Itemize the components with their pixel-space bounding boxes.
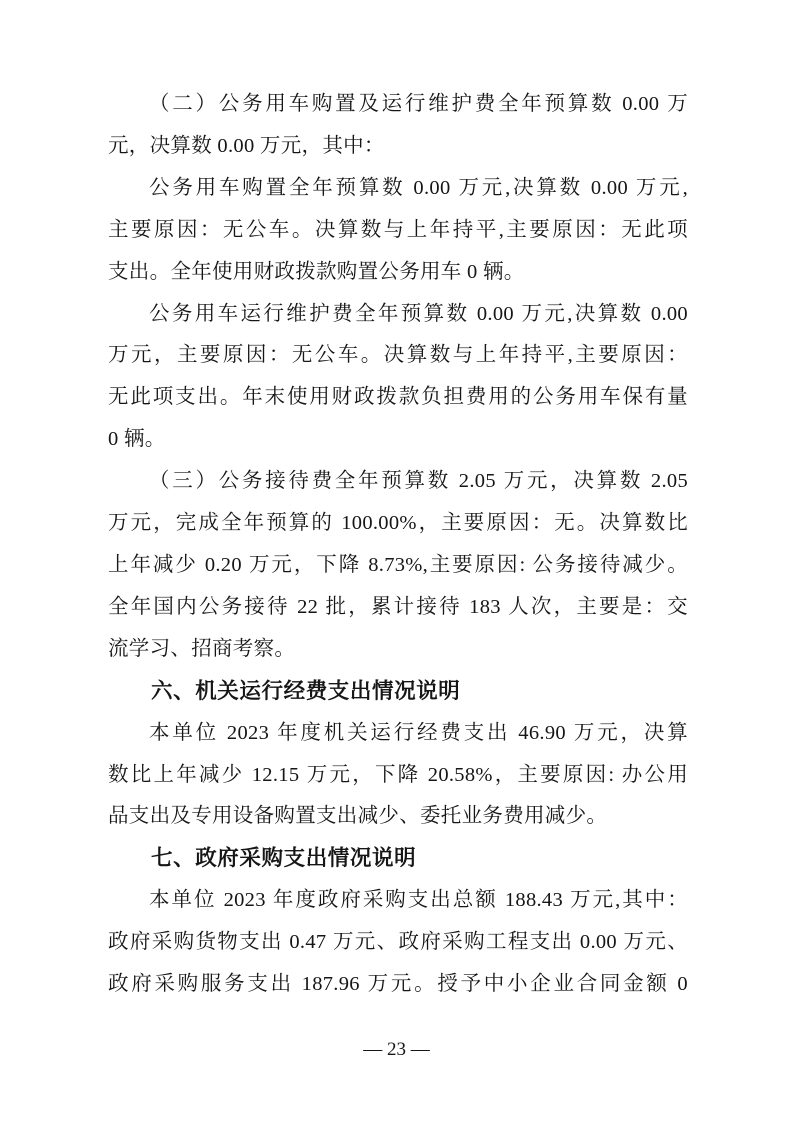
text-line: 数比上年减少 12.15 万元，下降 20.58%，主要原因: 办公用 bbox=[108, 763, 688, 786]
text-line: 万元，完成全年预算的 100.00%，主要原因：无。决算数比 bbox=[108, 512, 688, 535]
page-number: — 23 — bbox=[363, 1039, 430, 1060]
text-line: （二）公务用车购置及运行维护费全年预算数 0.00 万 bbox=[149, 93, 688, 115]
paragraph bbox=[108, 294, 688, 462]
text-line: 公务用车运行维护费全年预算数 0.00 万元,决算数 0.00 bbox=[149, 302, 688, 325]
text-line: 公务用车购置全年预算数 0.00 万元,决算数 0.00 万元, bbox=[149, 176, 688, 199]
paragraph bbox=[108, 168, 688, 294]
text-line: 六、机关运行经费支出情况说明 bbox=[151, 678, 461, 703]
section-heading bbox=[108, 838, 688, 880]
text-line: 无此项支出。年末使用财政拨款负担费用的公务用车保有量 bbox=[108, 386, 688, 409]
text-line: 上年减少 0.20 万元，下降 8.73%,主要原因: 公务接待减少。 bbox=[108, 553, 688, 576]
text-line: 政府采购服务支出 187.96 万元。授予中小企业合同金额 0 bbox=[108, 973, 688, 996]
paragraph bbox=[108, 880, 688, 1006]
paragraph bbox=[108, 713, 688, 839]
text-line: 主要原因：无公车。决算数与上年持平,主要原因：无此项 bbox=[108, 218, 688, 241]
paragraph bbox=[108, 461, 688, 671]
text-line: 万元，主要原因：无公车。决算数与上年持平,主要原因： bbox=[108, 344, 688, 367]
text-line: 全年国内公务接待 22 批，累计接待 183 人次，主要是：交 bbox=[108, 595, 688, 618]
text-line: 支出。全年使用财政拨款购置公务用车 0 辆。 bbox=[108, 260, 525, 283]
text-line: 政府采购货物支出 0.47 万元、政府采购工程支出 0.00 万元、 bbox=[108, 931, 688, 954]
paragraph bbox=[108, 84, 688, 168]
text-line: （三）公务接待费全年预算数 2.05 万元，决算数 2.05 bbox=[149, 470, 688, 493]
section-heading bbox=[108, 671, 688, 713]
text-line: 流学习、招商考察。 bbox=[108, 637, 296, 660]
text-line: 本单位 2023 年度机关运行经费支出 46.90 万元，决算 bbox=[149, 721, 688, 744]
text-line: 0 辆。 bbox=[108, 428, 166, 451]
text-line: 七、政府采购支出情况说明 bbox=[151, 846, 417, 871]
text-line: 品支出及专用设备购置支出减少、委托业务费用减少。 bbox=[108, 805, 608, 828]
text-line: 元，决算数 0.00 万元，其中： bbox=[108, 134, 385, 157]
document-body bbox=[108, 84, 688, 1006]
text-line: 本单位 2023 年度政府采购支出总额 188.43 万元,其中： bbox=[149, 889, 688, 912]
